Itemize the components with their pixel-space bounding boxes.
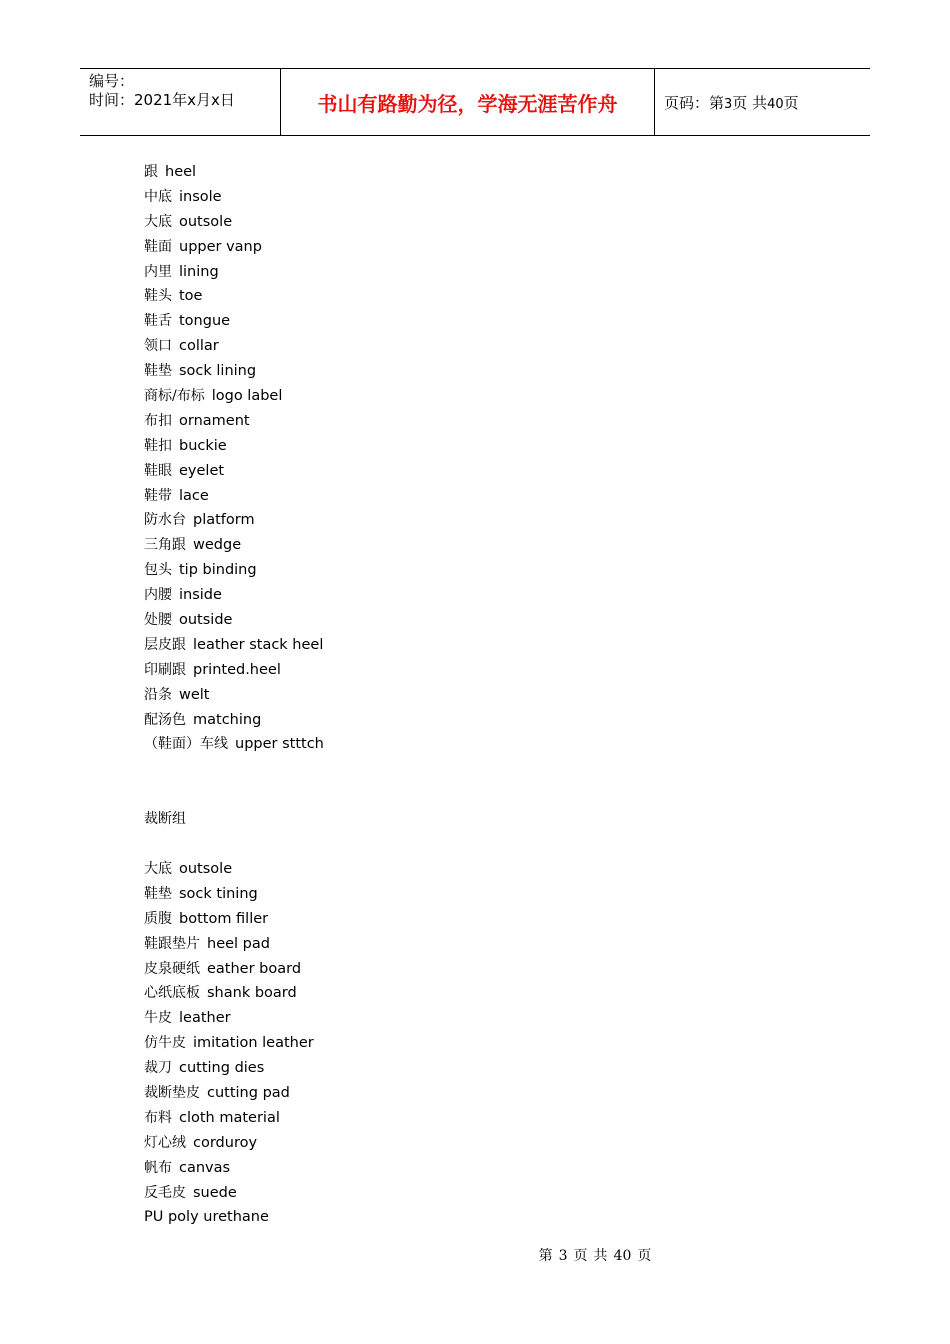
- glossary-term: [144, 1081, 324, 1106]
- glossary-term: [144, 409, 324, 434]
- term-english: corduroy: [193, 1134, 258, 1151]
- term-english: heel pad: [207, 935, 270, 952]
- page-header: [80, 68, 870, 136]
- page-number: 3: [724, 97, 733, 112]
- glossary-term: [144, 633, 324, 658]
- header-page-cell: [655, 69, 870, 135]
- term-chinese: 鞋垫: [144, 885, 172, 902]
- term-chinese: 三角跟: [144, 537, 186, 554]
- term-english: lining: [179, 263, 219, 280]
- term-english: suede: [193, 1184, 237, 1201]
- term-english: collar: [179, 338, 219, 355]
- glossary-term: [144, 160, 324, 185]
- glossary-term: [144, 683, 324, 708]
- time-label: 时间：2021年x月x日: [89, 91, 235, 109]
- page-mid: 页 共: [732, 94, 768, 112]
- term-english: sock tining: [179, 885, 258, 902]
- spacer: [144, 832, 324, 857]
- term-english: imitation leather: [193, 1035, 314, 1052]
- term-chinese: 跟: [144, 164, 158, 180]
- glossary-term: [144, 981, 324, 1006]
- term-english: PU poly urethane: [144, 1209, 269, 1226]
- term-english: upper stttch: [235, 736, 324, 753]
- header-left-cell: [80, 69, 281, 135]
- term-chinese: 鞋带: [144, 487, 172, 504]
- term-chinese: 鞋舌: [144, 313, 172, 330]
- term-chinese: 裁断垫皮: [144, 1084, 200, 1101]
- term-english: insole: [179, 188, 222, 205]
- glossary-term: [144, 284, 324, 309]
- glossary-term: [144, 235, 324, 260]
- term-chinese: 印刷跟: [144, 661, 186, 678]
- header-motto-cell: [281, 69, 655, 135]
- term-english: wedge: [193, 537, 242, 554]
- spacer: [144, 757, 324, 782]
- footer-pre: 第: [538, 1248, 553, 1264]
- page-info: [664, 94, 799, 114]
- term-chinese: 中底: [144, 188, 172, 205]
- glossary-section-parts: [144, 160, 324, 757]
- term-chinese: 牛皮: [144, 1010, 172, 1027]
- section-title: [144, 807, 324, 832]
- glossary-term: [144, 359, 324, 384]
- term-english: outsole: [179, 860, 233, 877]
- term-chinese: 大底: [144, 213, 172, 230]
- term-english: inside: [179, 587, 222, 604]
- term-chinese: 心纸底板: [144, 985, 200, 1002]
- glossary-term: [144, 1056, 324, 1081]
- number-label: 编号：: [89, 72, 135, 90]
- glossary-term: [144, 334, 324, 359]
- term-chinese: 鞋眼: [144, 462, 172, 479]
- glossary-term: [144, 434, 324, 459]
- term-chinese: 大底: [144, 860, 172, 877]
- glossary-term: [144, 1156, 324, 1181]
- footer-mid: 页: [573, 1248, 588, 1264]
- glossary-term: [144, 384, 324, 409]
- term-english: leather: [179, 1010, 231, 1027]
- term-chinese: 布料: [144, 1109, 172, 1126]
- term-chinese: 防水台: [144, 512, 186, 529]
- term-english: toe: [179, 288, 203, 305]
- term-chinese: 皮泉硬纸: [144, 960, 200, 977]
- glossary-term: [144, 533, 324, 558]
- page-prefix: 页码：第: [664, 94, 725, 112]
- term-english: upper vanp: [179, 238, 262, 255]
- term-english: printed.heel: [193, 661, 281, 678]
- glossary-term: [144, 508, 324, 533]
- term-chinese: 布扣: [144, 412, 172, 429]
- term-english: canvas: [179, 1159, 231, 1176]
- glossary-term: [144, 608, 324, 633]
- term-chinese: 领口: [144, 338, 172, 355]
- glossary-term: [144, 260, 324, 285]
- term-chinese: 反毛皮: [144, 1184, 186, 1201]
- term-chinese: 包头: [144, 562, 172, 579]
- section-title-text: 裁断组: [144, 811, 186, 828]
- term-english: sock lining: [179, 363, 257, 380]
- term-chinese: 灯心绒: [144, 1134, 186, 1151]
- glossary-term: [144, 1131, 324, 1156]
- glossary-term: [144, 1205, 324, 1230]
- term-english: cloth material: [179, 1109, 280, 1126]
- spacer: [144, 782, 324, 807]
- footer-mid2: 共: [593, 1248, 608, 1264]
- glossary-term: [144, 957, 324, 982]
- term-chinese: 质腹: [144, 910, 172, 927]
- term-english: shank board: [207, 985, 297, 1002]
- term-english: bottom filler: [179, 910, 269, 927]
- term-chinese: 帆布: [144, 1159, 172, 1176]
- term-english: buckie: [179, 437, 227, 454]
- page-total: 40: [767, 97, 784, 112]
- glossary-term: [144, 882, 324, 907]
- glossary-term: [144, 459, 324, 484]
- term-english: eather board: [207, 960, 302, 977]
- glossary-term: [144, 185, 324, 210]
- term-english: outsole: [179, 213, 233, 230]
- glossary-term: [144, 708, 324, 733]
- glossary-term: [144, 857, 324, 882]
- term-chinese: 沿条: [144, 686, 172, 703]
- glossary-term: [144, 1006, 324, 1031]
- glossary-content: [144, 160, 324, 1230]
- term-chinese: 鞋扣: [144, 437, 172, 454]
- term-chinese: （鞋面）车线: [144, 736, 228, 753]
- term-english: tip binding: [179, 562, 257, 579]
- term-english: tongue: [179, 313, 231, 330]
- glossary-term: [144, 1181, 324, 1206]
- term-english: logo label: [211, 388, 283, 405]
- term-chinese: 鞋头: [144, 288, 172, 305]
- glossary-term: [144, 583, 324, 608]
- page-suffix: 页: [783, 94, 799, 112]
- term-english: lace: [179, 487, 209, 504]
- term-chinese: 仿牛皮: [144, 1035, 186, 1052]
- term-english: welt: [179, 686, 210, 703]
- term-english: eyelet: [179, 462, 225, 479]
- term-english: cutting dies: [179, 1060, 265, 1077]
- glossary-term: [144, 484, 324, 509]
- glossary-term: [144, 658, 324, 683]
- term-chinese: 商标/布标: [144, 388, 205, 405]
- glossary-term: [144, 907, 324, 932]
- footer-page: 3: [558, 1248, 568, 1264]
- glossary-term: [144, 309, 324, 334]
- term-chinese: 鞋垫: [144, 363, 172, 380]
- footer-post: 页: [637, 1248, 652, 1264]
- term-english: platform: [193, 512, 255, 529]
- term-english: matching: [193, 711, 262, 728]
- term-chinese: 内里: [144, 263, 172, 280]
- term-english: cutting pad: [207, 1084, 290, 1101]
- term-english: outside: [179, 612, 233, 629]
- glossary-term: [144, 932, 324, 957]
- term-chinese: 内腰: [144, 587, 172, 604]
- term-chinese: 鞋面: [144, 238, 172, 255]
- glossary-term: [144, 210, 324, 235]
- glossary-term: [144, 1106, 324, 1131]
- glossary-section-cutting: [144, 857, 324, 1230]
- motto: 书山有路勤为径，学海无涯苦作舟: [317, 92, 618, 116]
- term-english: leather stack heel: [193, 636, 324, 653]
- term-english: heel: [165, 164, 197, 180]
- term-chinese: 鞋跟垫片: [144, 935, 200, 952]
- glossary-term: [144, 558, 324, 583]
- page-footer: [0, 1246, 950, 1266]
- glossary-term: [144, 732, 324, 757]
- term-english: ornament: [179, 412, 250, 429]
- term-chinese: 裁刀: [144, 1060, 172, 1077]
- term-chinese: 配汤色: [144, 711, 186, 728]
- footer-total: 40: [613, 1248, 632, 1264]
- term-chinese: 层皮跟: [144, 636, 186, 653]
- term-chinese: 处腰: [144, 612, 172, 629]
- glossary-term: [144, 1031, 324, 1056]
